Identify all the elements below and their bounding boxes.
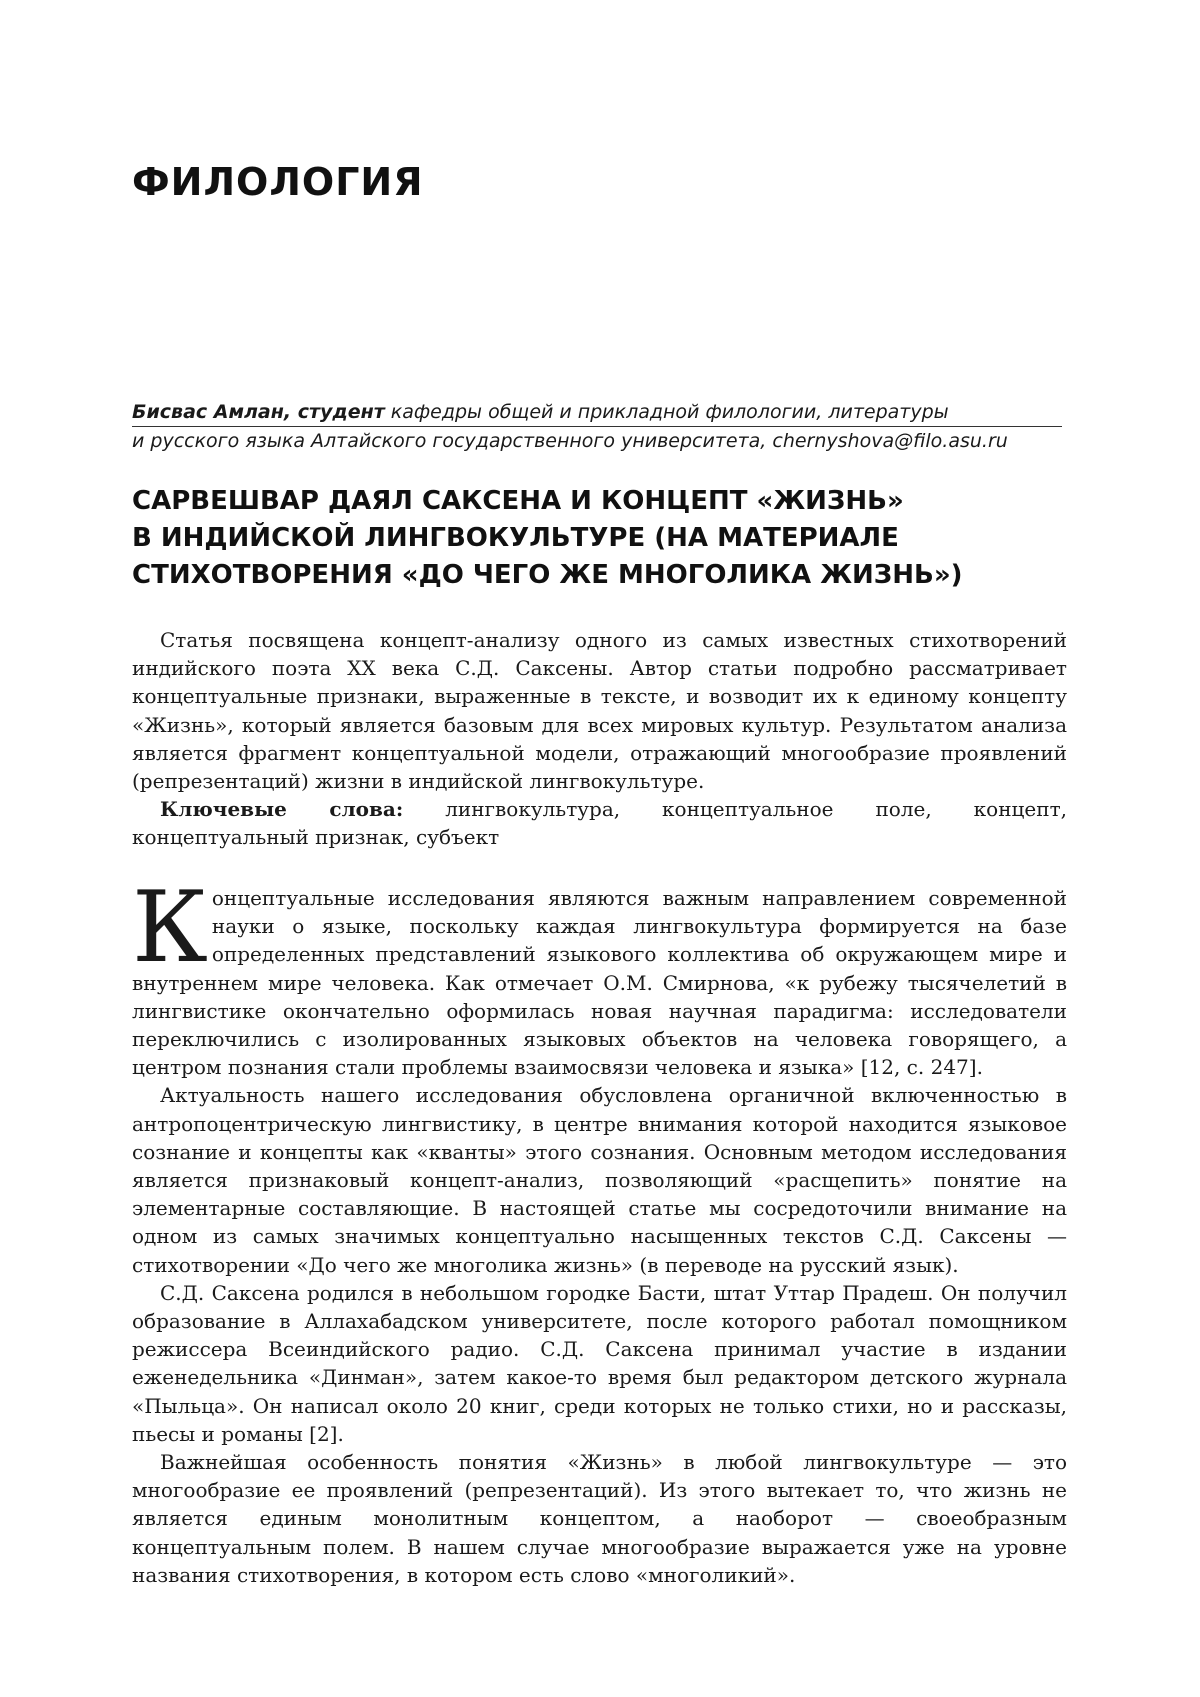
article-title-line-2: В ИНДИЙСКОЙ ЛИНГВОКУЛЬТУРЕ (НА МАТЕРИАЛЕ: [132, 523, 899, 553]
article-title-line-3: СТИХОТВОРЕНИЯ «ДО ЧЕГО ЖЕ МНОГОЛИКА ЖИЗНЬ»): [132, 560, 963, 590]
abstract: [132, 626, 1067, 852]
author-affiliation-2: и русского языка Алтайского государственного университета, chernyshova@filo.asu.ru: [132, 430, 1008, 452]
keywords-list: лингвокультура, концептуальное поле, концепт, концептуальный признак, субъект: [132, 797, 1067, 850]
author-info: [132, 398, 1082, 455]
section-title: ФИЛОЛОГИЯ: [132, 160, 424, 204]
article-title-line-1: САРВЕШВАР ДАЯЛ САКСЕНА И КОНЦЕПТ «ЖИЗНЬ»: [132, 486, 904, 516]
body-paragraph-1: [132, 871, 1067, 1081]
author-name: Бисвас Амлан, студент: [132, 401, 385, 423]
abstract-text: Статья посвящена концепт-анализу одного из самых известных стихотворений индийского поэта XX века С.Д. Саксены. Автор статьи подробно рассматривает концептуальные признаки, выраженные в тексте, и возводит их к единому концепту «Жизнь», который является базовым для всех мировых культур. Результатом анализа является фрагмент концептуальной модели, отражающий многообразие проявлений (репрезентаций) жизни в индийской лингвокультуре.: [132, 628, 1067, 794]
body-paragraph-3: С.Д. Саксена родился в небольшом городке Басти, штат Уттар Прадеш. Он получил образование в Аллахабадском университете, после которого работал помощником режиссера Всеиндийского радио. С.Д. Саксена принимал участие в издании еженедельника «Динман», затем какое-то время был редактором детского журнала «Пыльца». Он написал около 20 книг, среди которых не только стихи, но и рассказы, пьесы и романы [2].: [132, 1280, 1067, 1446]
author-affiliation-1: кафедры общей и прикладной филологии, литературы: [384, 401, 949, 423]
body-paragraph-2: Актуальность нашего исследования обусловлена органичной включенностью в антропоцентрическую лингвистику, в центре внимания которой находится языковое сознание и концепты как «кванты» этого сознания. Основным методом исследования является признаковый концепт-анализ, позволяющий «расщепить» понятие на элементарные составляющие. В настоящей статье мы сосредоточили внимание на одном из самых значимых концептуально насыщенных текстов С.Д. Саксены — стихотворении «До чего же многолика жизнь» (в переводе на русский язык).: [132, 1083, 1067, 1277]
article-title: [132, 483, 1082, 594]
author-line-1: [132, 398, 1062, 427]
article-body: [132, 871, 1067, 1589]
body-paragraph-1-text: онцептуальные исследования являются важным направлением современной науки о языке, поскольку каждая лингвокультура формируется на базе определенных представлений языкового коллектива об окружающем мире и внутреннем мире человека. Как отмечает О.М. Смирнова, «к рубежу тысячелетий в лингвистике окончательно оформилась новая научная парадигма: исследователи переключились с изолированных языковых объектов на человека говорящего, а центром познания стали проблемы взаимосвязи человека и языка» [12, с. 247].: [132, 886, 1067, 1080]
body-paragraph-4: Важнейшая особенность понятия «Жизнь» в любой лингвокультуре — это многообразие ее проявлений (репрезентаций). Из этого вытекает то, что жизнь не является единым монолитным концептом, а наоборот — своеобразным концептуальным полем. В нашем случае многообразие выражается уже на уровне названия стихотворения, в котором есть слово «многоликий».: [132, 1450, 1067, 1587]
keywords-label: Ключевые слова:: [160, 797, 404, 822]
drop-cap: К: [132, 871, 208, 985]
keywords: [132, 795, 1067, 851]
